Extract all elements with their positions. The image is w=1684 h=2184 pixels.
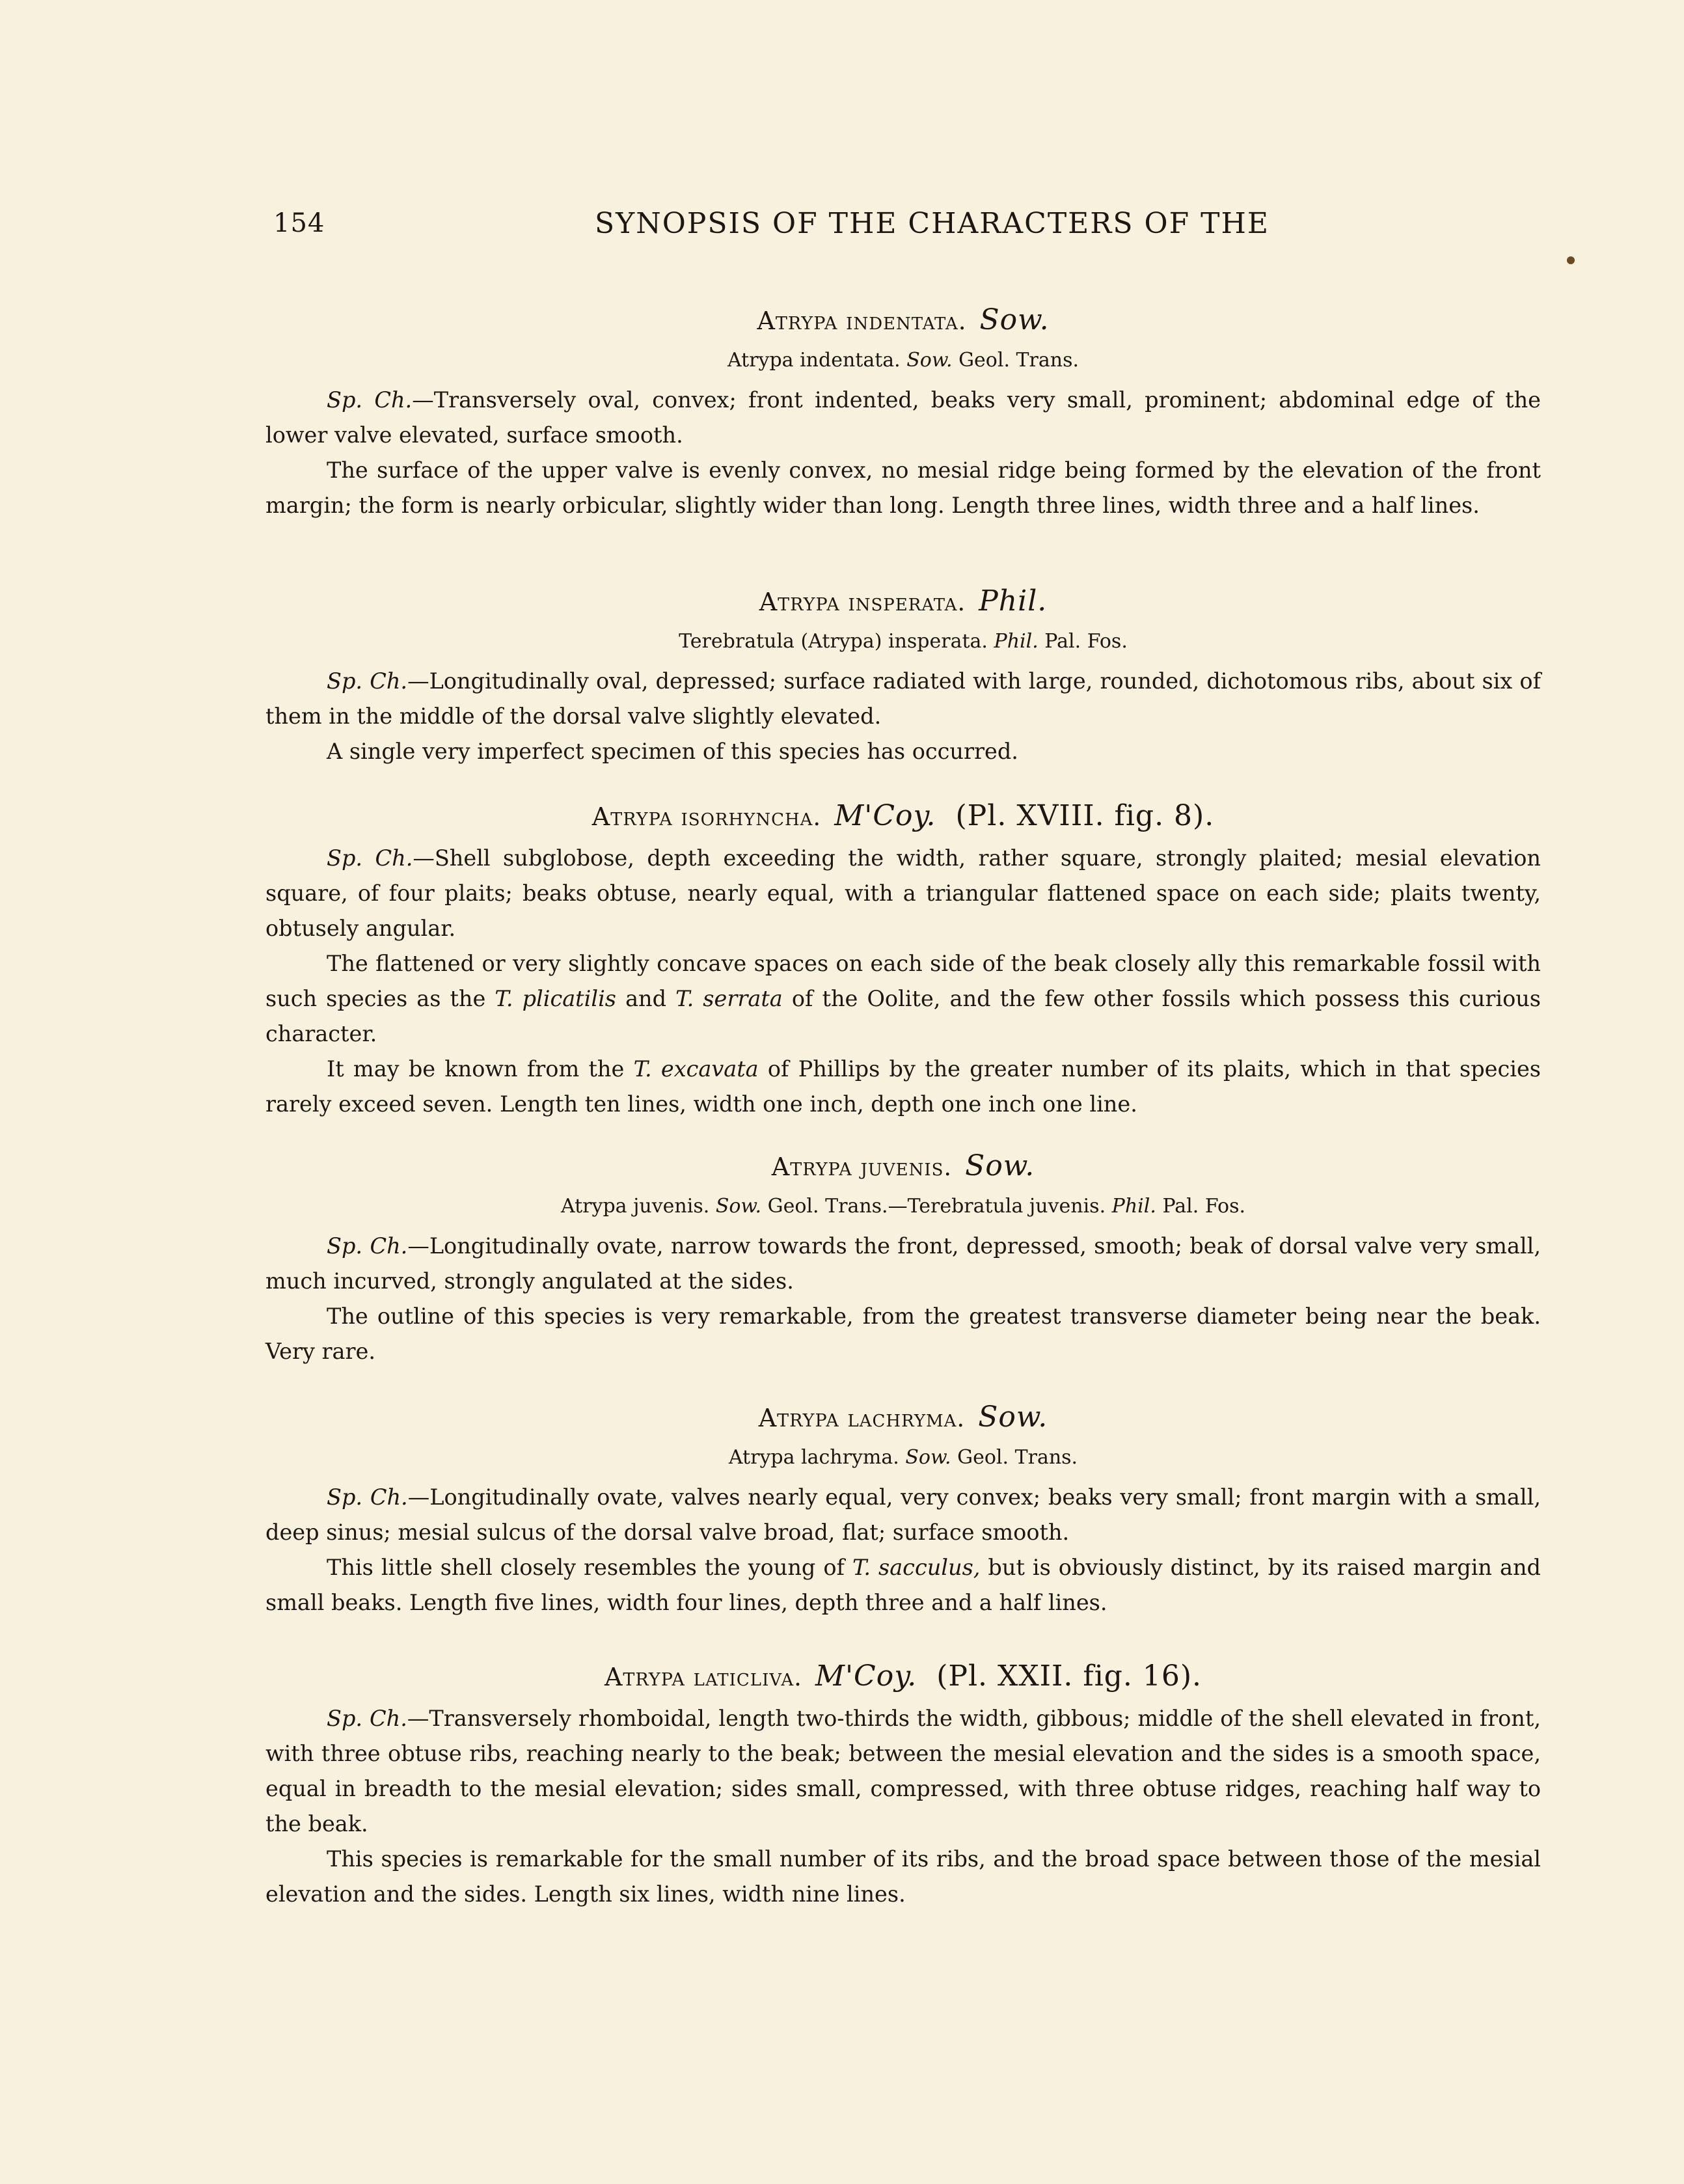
paragraph-text: The surface of the upper valve is evenly convex, no mesial ridge being formed by the elevation of the front margin; the form is nearly orbicular, slightly wider than long. Length three lines, width three and a half lines.: [265, 457, 1541, 518]
species-author: Sow.: [979, 303, 1050, 336]
description-paragraph: [265, 1701, 1541, 1842]
specific-characters-label: Sp. Ch.: [327, 668, 408, 694]
specific-characters-label: Sp. Ch.: [327, 845, 413, 871]
species-author: Sow.: [978, 1400, 1048, 1434]
synonymy-line: [265, 1441, 1541, 1475]
synonymy-text: Atrypa lachryma.: [728, 1446, 899, 1469]
description-paragraph: [265, 1842, 1541, 1912]
synonymy-text: Geol. Trans.: [957, 1446, 1078, 1469]
paragraph-text: A single very imperfect specimen of this species has occurred.: [327, 739, 1018, 764]
genus-name: Atrypa: [771, 1153, 852, 1181]
description-paragraph: [265, 841, 1541, 946]
species-author: Phil.: [979, 584, 1048, 618]
entry-body: [265, 841, 1541, 1122]
description-paragraph: [265, 946, 1541, 1052]
species-entry: [265, 1658, 1541, 1912]
synonymy-text: Atrypa indentata.: [727, 349, 901, 372]
italic-species-reference: T. plicatilis: [495, 986, 616, 1011]
description-paragraph: [265, 664, 1541, 734]
genus-name: Atrypa: [758, 1404, 839, 1432]
paragraph-text: This little shell closely resembles the young of: [327, 1555, 852, 1580]
species-heading: [265, 1148, 1541, 1186]
genus-name: Atrypa: [757, 307, 838, 335]
genus-name: Atrypa: [591, 802, 673, 831]
synonymy-text: Pal. Fos.: [1162, 1195, 1245, 1218]
species-name: laticliva.: [693, 1663, 802, 1691]
paragraph-text: The outline of this species is very remarkable, from the greatest transverse diameter being near the beak. Very rare.: [265, 1304, 1541, 1364]
species-heading: [265, 798, 1541, 836]
synonymy-text: Atrypa juvenis.: [560, 1195, 710, 1218]
specific-characters-label: Sp. Ch.: [327, 1233, 408, 1259]
species-name: lachryma.: [847, 1404, 966, 1432]
entry-body: [265, 664, 1541, 769]
synonymy-text: Pal. Fos.: [1044, 630, 1128, 653]
species-entry: [265, 1148, 1541, 1369]
specific-characters-label: Sp. Ch.: [327, 387, 413, 413]
paragraph-text: of Phillips by the greater number of its plaits, which in that species rarely exceed seven. Length ten lines, width one inch, depth one inch one line.: [265, 1056, 1541, 1117]
species-entry: [265, 1399, 1541, 1620]
paragraph-text: but is obviously distinct, by its raised margin and small beaks. Length five lines, width four lines, depth three and a half lines.: [265, 1555, 1541, 1615]
species-entry: [265, 583, 1541, 769]
paragraph-text: of the Oolite, and the few other fossils which possess this curious character.: [265, 986, 1541, 1046]
synonymy-text: Geol. Trans.—Terebratula juvenis.: [767, 1195, 1106, 1218]
synonymy-line: [265, 625, 1541, 659]
synonymy-text: Terebratula (Atrypa) insperata.: [679, 630, 988, 653]
synonymy-author: Phil.: [994, 630, 1039, 653]
synonymy-author: Phil.: [1111, 1195, 1156, 1218]
species-author: Sow.: [965, 1149, 1035, 1182]
running-title: SYNOPSIS OF THE CHARACTERS OF THE: [595, 207, 1270, 240]
entry-body: [265, 1701, 1541, 1912]
entry-body: [265, 383, 1541, 523]
paragraph-text: —Shell subglobose, depth exceeding the width, rather square, strongly plaited; mesial elevation square, of four plaits; beaks obtuse, nearly equal, with a triangular flattened space on each side; plaits twenty, obtusely angular.: [265, 845, 1541, 941]
species-name: juvenis.: [860, 1153, 953, 1181]
genus-name: Atrypa: [759, 588, 840, 616]
italic-species-reference: T. serrata: [675, 986, 783, 1011]
entry-body: [265, 1480, 1541, 1620]
description-paragraph: [265, 1550, 1541, 1620]
species-heading: [265, 1399, 1541, 1437]
synonymy-author: Sow.: [905, 1446, 951, 1469]
paragraph-text: —Longitudinally ovate, narrow towards the front, depressed, smooth; beak of dorsal valve very small, much incurved, strongly angulated at the sides.: [265, 1233, 1541, 1294]
paragraph-text: It may be known from the: [327, 1056, 634, 1082]
species-name: indentata.: [846, 307, 967, 335]
running-head: [273, 203, 1270, 249]
paragraph-text: —Transversely rhomboidal, length two-thirds the width, gibbous; middle of the shell elevated in front, with three obtuse ribs, reaching nearly to the beak; between the mesial elevation and the sides is a smooth space, equal in breadth to the mesial elevation; sides small, compressed, with three obtuse ridges, reaching half way to the beak.: [265, 1706, 1541, 1836]
page-number: 154: [273, 208, 325, 238]
specific-characters-label: Sp. Ch.: [327, 1706, 407, 1731]
synonymy-text: Geol. Trans.: [958, 349, 1080, 372]
species-heading: [265, 583, 1541, 621]
description-paragraph: [265, 1299, 1541, 1369]
species-name: isorhyncha.: [681, 803, 822, 831]
description-paragraph: [265, 734, 1541, 769]
paragraph-text: —Longitudinally ovate, valves nearly equal, very convex; beaks very small; front margin with a small, deep sinus; mesial sulcus of the dorsal valve broad, flat; surface smooth.: [265, 1484, 1541, 1545]
species-entry: [265, 798, 1541, 1122]
paragraph-text: —Longitudinally oval, depressed; surface radiated with large, rounded, dichotomous ribs, about six of them in the middle of the dorsal valve slightly elevated.: [265, 668, 1541, 729]
synonymy-author: Sow.: [715, 1195, 762, 1218]
paragraph-text: The flattened or very slightly concave spaces on each side of the beak closely ally this remarkable fossil with such species as the: [265, 951, 1541, 1011]
specific-characters-label: Sp. Ch.: [327, 1484, 408, 1510]
entry-body: [265, 1229, 1541, 1369]
plate-reference: (Pl. XVIII. fig. 8).: [955, 799, 1215, 832]
plate-reference: (Pl. XXII. fig. 16).: [936, 1659, 1202, 1693]
description-paragraph: [265, 1480, 1541, 1550]
italic-species-reference: T. excavata: [633, 1056, 759, 1082]
synonymy-line: [265, 1190, 1541, 1223]
genus-name: Atrypa: [604, 1663, 685, 1691]
synonymy-line: [265, 344, 1541, 377]
species-author: M'Coy.: [815, 1659, 917, 1693]
species-author: M'Coy.: [834, 799, 936, 832]
species-heading: [265, 1658, 1541, 1696]
paragraph-text: and: [616, 986, 676, 1011]
description-paragraph: [265, 383, 1541, 453]
synonymy-author: Sow.: [906, 349, 953, 372]
description-paragraph: [265, 1052, 1541, 1122]
species-entry: [265, 302, 1541, 523]
paragraph-text: This species is remarkable for the small number of its ribs, and the broad space between those of the mesial elevation and the sides. Length six lines, width nine lines.: [265, 1846, 1541, 1907]
description-paragraph: [265, 453, 1541, 523]
italic-species-reference: T. sacculus,: [852, 1555, 981, 1580]
ink-spot: [1567, 256, 1575, 264]
description-paragraph: [265, 1229, 1541, 1299]
species-name: insperata.: [848, 588, 966, 616]
paragraph-text: —Transversely oval, convex; front indented, beaks very small, prominent; abdominal edge of the lower valve elevated, surface smooth.: [265, 387, 1541, 448]
species-heading: [265, 302, 1541, 340]
